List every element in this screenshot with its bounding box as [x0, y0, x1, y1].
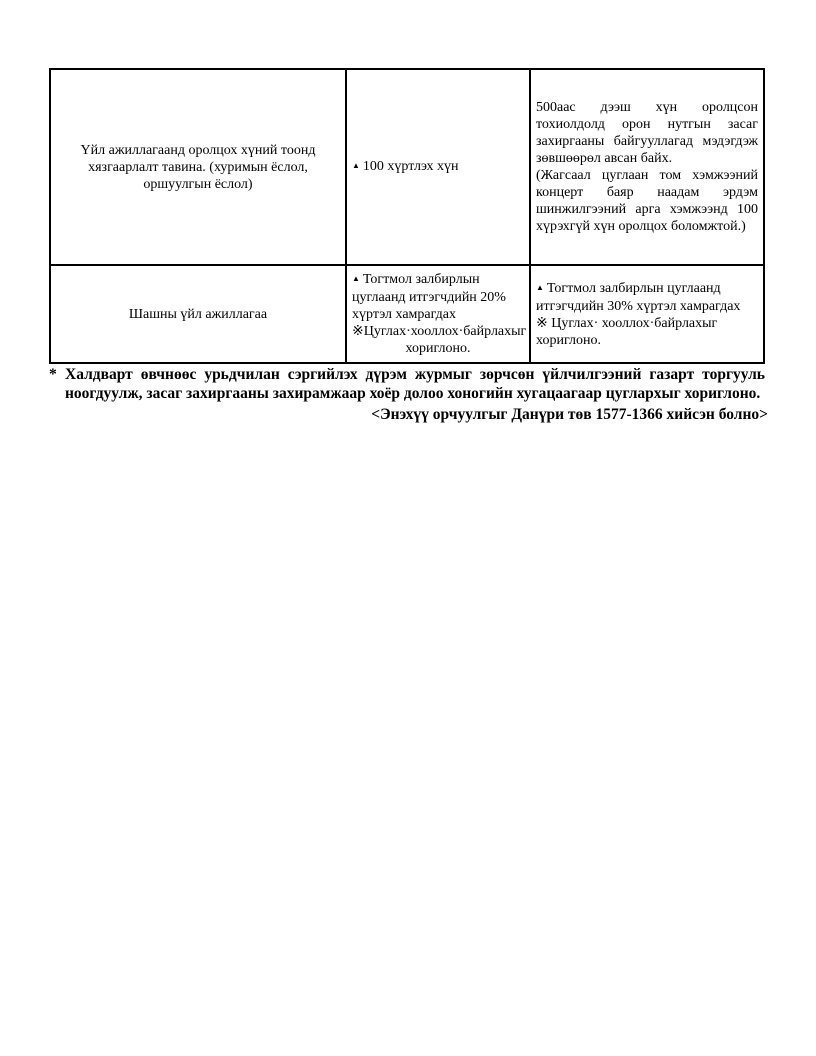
level1-cell — [346, 265, 530, 363]
level2-cell — [530, 265, 764, 363]
level2-text: ▲ Тогтмол залбирлын цуглаанд итгэгчдийн 30% хүртэл хамрагдах — [536, 280, 741, 314]
restrictions-table — [49, 68, 765, 364]
level1-text: 100 хүртлэх хүн — [362, 159, 459, 174]
level2-cell — [530, 69, 764, 265]
footnote — [49, 365, 768, 424]
level1-text: ▲ Тогтмол залбирлын цуглаанд итгэгчдийн 20% хүртэл хамрагдах — [352, 272, 506, 322]
bullet-triangle-icon: ▲ — [352, 161, 360, 170]
bullet-triangle-icon: ▲ — [536, 282, 544, 292]
table-row — [50, 69, 764, 265]
level1-cell — [346, 69, 530, 265]
level2-paragraph: 500аас дээш хүн оролцсон тохиолдолд орон нутгын засаг захиргааны байгууллагад мэдэгдэж зөвшөөрөл авсан байх. — [536, 100, 758, 166]
footnote-star: * — [49, 366, 57, 383]
table-row — [50, 265, 764, 363]
prohibition-text: ※Цуглах·хооллох·байрлахыг хориглоно. — [352, 324, 527, 356]
activity-text: Үйл ажиллагаанд оролцох хүний тоонд хязгаарлалт тавина. (хуримын ёслол, оршуулгын ёслол) — [80, 142, 316, 192]
translation-credit: <Энэхүү орчуулгыг Данүри төв 1577-1366 хийсэн болно> — [371, 406, 768, 423]
prohibition-text: ※ Цуглах· хооллох·байрлахыг хориглоно. — [536, 315, 718, 348]
activity-cell — [50, 69, 346, 265]
bullet-triangle-icon: ▲ — [352, 274, 360, 283]
activity-text: Шашны үйл ажиллагаа — [128, 306, 268, 322]
footnote-text: Халдварт өвчнөөс урьдчилан сэргийлэх дүрэм журмыг зөрчсөн үйлчилгээний газарт торгууль ноогдуулж, засаг захиргааны захирамжаар хоёр долоо хоногийн хугацаагаар цуглархыг хориглоно. — [65, 366, 765, 402]
activity-cell — [50, 265, 346, 363]
level2-paragraph: (Жагсаал цуглаан том хэмжээний концерт баяр наадам эрдэм шинжилгээний арга хэмжээнд 100 хүрэхгүй хүн оролцох боломжтой.) — [536, 168, 758, 234]
